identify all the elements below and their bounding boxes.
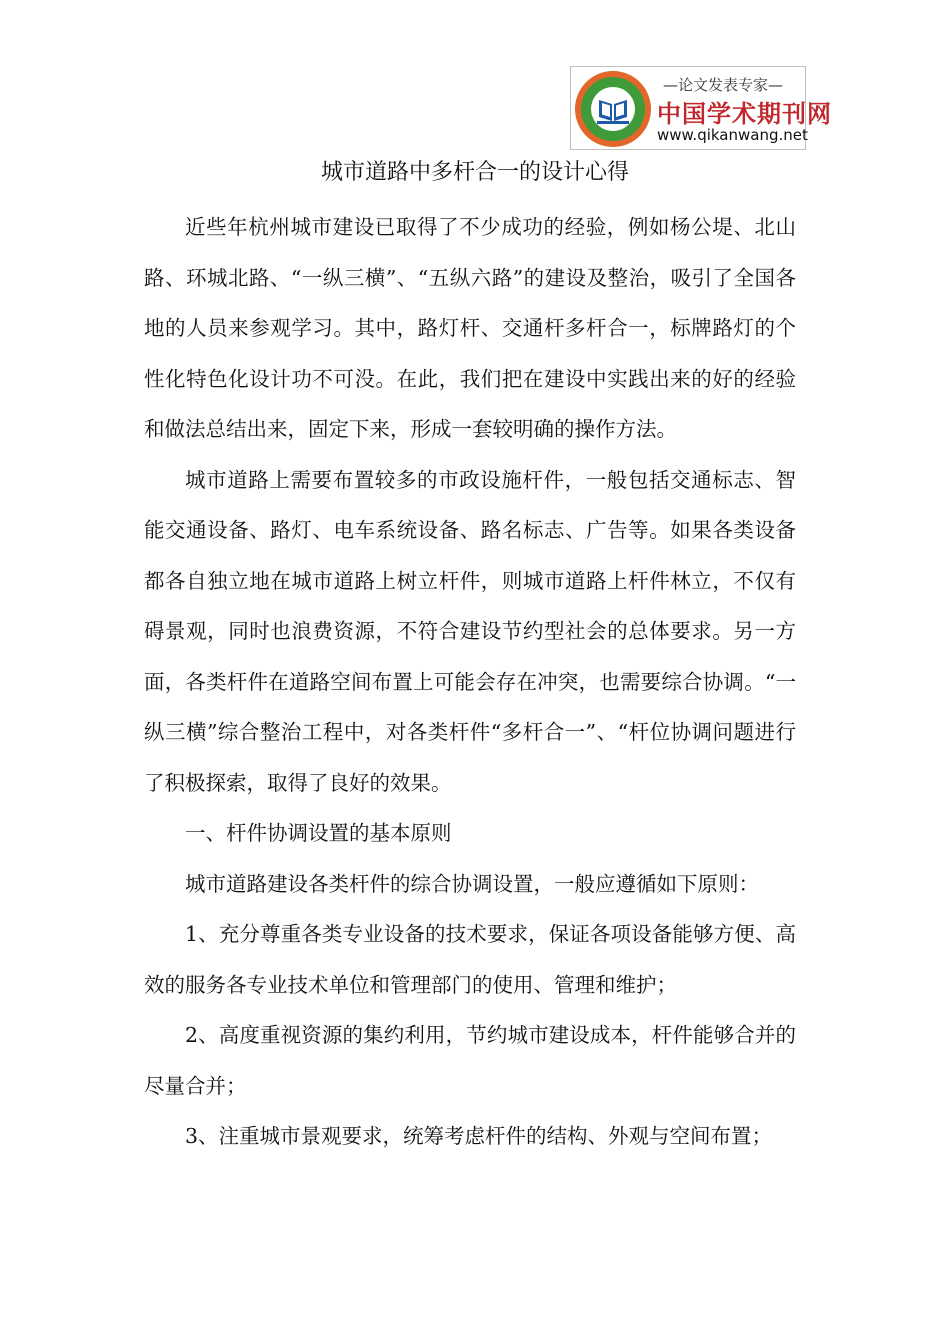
document-title: 城市道路中多杆合一的设计心得 (320, 160, 629, 185)
seal-icon (573, 69, 653, 149)
document-body (144, 202, 796, 1162)
paragraph: 城市道路建设各类杆件的综合协调设置，一般应遵循如下原则： (185, 871, 759, 896)
list-item: 1、充分尊重各类专业设备的技术要求，保证各项设备能够方便、高效的服务各专业技术单位和管理部门的使用、管理和维护； (144, 922, 796, 997)
logo-url: www.qikanwang.net (657, 126, 808, 144)
journal-logo (570, 66, 832, 150)
section-heading: 一、杆件协调设置的基本原则 (185, 821, 452, 845)
paragraph: 城市道路上需要布置较多的市政设施杆件，一般包括交通标志、智能交通设备、路灯、电车系统设备、路名标志、广告等。如果各类设备都各自独立地在城市道路上树立杆件，则城市道路上杆件林立，不仅有碍景观，同时也浪费资源，不符合建设节约型社会的总体要求。另一方面，各类杆件在道路空间布置上可能会存在冲突，也需要综合协调。“一纵三横”综合整治工程中，对各类杆件“多杆合一”、“杆位协调问题进行了积极探索，取得了良好的效果。 (144, 467, 796, 795)
logo-name: 中国学术期刊网 (657, 100, 832, 128)
paragraph: 近些年杭州城市建设已取得了不少成功的经验，例如杨公堤、北山路、环城北路、“一纵三横”、“五纵六路”的建设及整治，吸引了全国各地的人员来参观学习。其中，路灯杆、交通杆多杆合一，标牌路灯的个性化特色化设计功不可没。在此，我们把在建设中实践出来的好的经验和做法总结出来，固定下来，形成一套较明确的操作方法。 (144, 215, 796, 441)
list-item: 2、高度重视资源的集约利用，节约城市建设成本，杆件能够合并的尽量合并； (144, 1023, 796, 1098)
list-item: 3、注重城市景观要求，统筹考虑杆件的结构、外观与空间布置； (185, 1124, 773, 1148)
logo-tagline: —论文发表专家— (663, 76, 784, 94)
